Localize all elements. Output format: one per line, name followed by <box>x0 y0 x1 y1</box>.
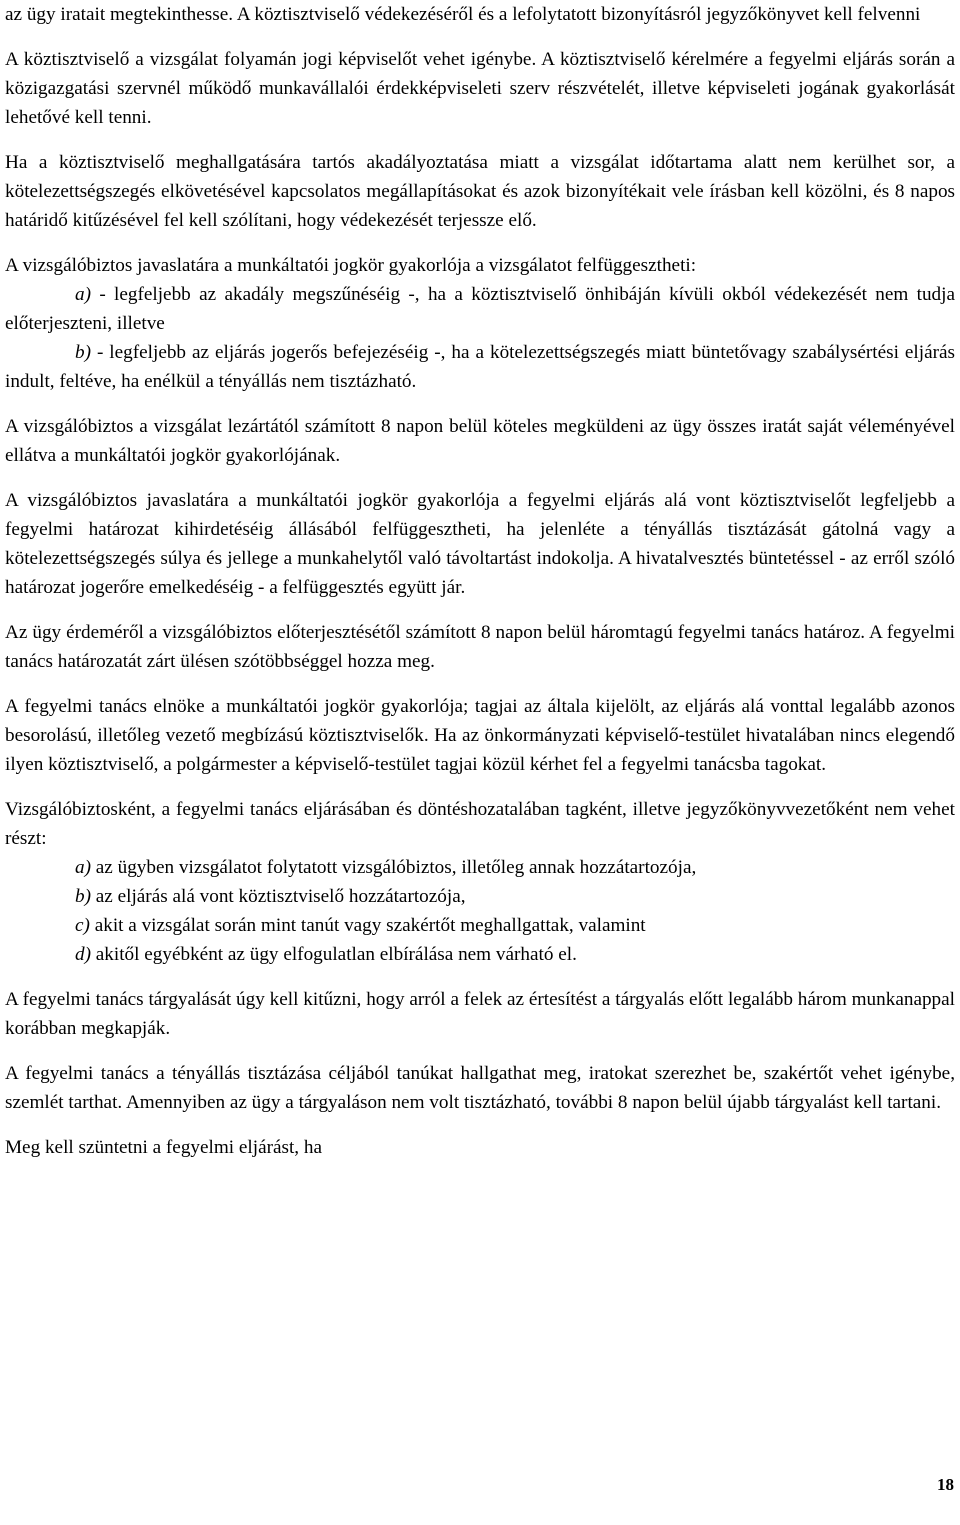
item-label: b) <box>75 342 91 363</box>
item-label: b) <box>75 886 91 907</box>
suspension-intro: A vizsgálóbiztos javaslatára a munkáltatói jogkör gyakorlója a vizsgálatot felfüggesztheti: <box>5 255 697 276</box>
exclusion-item-a <box>75 853 955 882</box>
item-text: akitől egyébként az ügy elfogulatlan elbírálása nem várható el. <box>90 944 577 965</box>
item-text: - legfeljebb az akadály megszűnéséig -, ha a köztisztviselő önhibáján kívüli okból védekezését nem tudja előterjeszteni, illetve <box>5 284 955 334</box>
paragraph-send-documents: A vizsgálóbiztos a vizsgálat lezártától számított 8 napon belül köteles megküldeni az ügy összes iratát saját véleményével ellátva a munkáltatói jogkör gyakorlójának. <box>5 416 955 466</box>
paragraph-defense-records: az ügy iratait megtekinthesse. A köztisztviselő védekezéséről és a lefolytatott bizonyításról jegyzőkönyvet kell felvenni <box>5 4 921 25</box>
paragraph-hearing-obstacle: Ha a köztisztviselő meghallgatására tartós akadályoztatása miatt a vizsgálat időtartama alatt nem kerülhet sor, a kötelezettségszegés elkövetésével kapcsolatos megállapításokat és azok bizonyítékait vele írásban kell közölni, és 8 napos határidő kitűzésével fel kell szólítani, hogy védekezését terjessze elő. <box>5 152 955 231</box>
paragraph-suspension-from-position: A vizsgálóbiztos javaslatára a munkáltatói jogkör gyakorlója a fegyelmi eljárás alá vont köztisztviselőt legfeljebb a fegyelmi határozat kihirdetéséig állásából felfüggesztheti, ha jelenléte a tényállás tisztázását gátolná vagy a kötelezettségszegés súlya és jellege a munkahelytől való távoltartást indokolja. A hivatalvesztés büntetéssel - az erről szóló határozat jogerőre emelkedéséig - a felfüggesztés együtt jár. <box>5 490 955 598</box>
paragraph-suspension-of-investigation <box>5 251 955 396</box>
item-text: - legfeljebb az eljárás jogerős befejezéséig -, ha a kötelezettségszegés miatt büntetővagy szabálysértési eljárás indult, feltéve, ha enélkül a tényállás nem tisztázható. <box>5 342 955 392</box>
exclusion-item-c <box>75 911 955 940</box>
paragraph-exclusions <box>5 795 955 969</box>
exclusion-item-b <box>75 882 955 911</box>
document-page <box>5 0 955 1162</box>
item-text: az eljárás alá vont köztisztviselő hozzátartozója, <box>90 886 466 907</box>
item-label: a) <box>75 857 91 878</box>
suspension-item-b <box>5 338 955 396</box>
paragraph-disciplinary-council: Az ügy érdeméről a vizsgálóbiztos előterjesztésétől számított 8 napon belül háromtagú fegyelmi tanács határoz. A fegyelmi tanács határozatát zárt ülésen szótöbbséggel hozza meg. <box>5 622 955 672</box>
item-text: akit a vizsgálat során mint tanút vagy szakértőt meghallgattak, valamint <box>89 915 646 936</box>
item-label: a) <box>75 284 91 305</box>
paragraph-fact-finding: A fegyelmi tanács a tényállás tisztázása céljából tanúkat hallgathat meg, iratokat szerezhet be, szakértőt vehet igénybe, szemlét tarthat. Amennyiben az ügy a tárgyaláson nem volt tisztázható, további 8 napon belül újabb tárgyalást kell tartani. <box>5 1063 955 1113</box>
exclusion-item-d <box>75 940 955 969</box>
paragraph-termination: Meg kell szüntetni a fegyelmi eljárást, ha <box>5 1137 323 1158</box>
page-number: 18 <box>937 1475 954 1494</box>
paragraph-council-members: A fegyelmi tanács elnöke a munkáltatói jogkör gyakorlója; tagjai az általa kijelölt, az eljárás alá vonttal legalább azonos besorolású, illetőleg vezető megbízású köztisztviselők. Ha az önkormányzati képviselő-testület hivatalában nincs elegendő ilyen köztisztviselő, a polgármester a képviselő-testület tagjai közül kérhet fel a fegyelmi tanácsba tagokat. <box>5 696 955 775</box>
paragraph-hearing-schedule: A fegyelmi tanács tárgyalását úgy kell kitűzni, hogy arról a felek az értesítést a tárgyalás előtt legalább három munkanappal korábban megkapják. <box>5 989 955 1039</box>
item-text: az ügyben vizsgálatot folytatott vizsgálóbiztos, illetőleg annak hozzátartozója, <box>90 857 697 878</box>
exclusions-intro: Vizsgálóbiztosként, a fegyelmi tanács eljárásában és döntéshozatalában tagként, illetve jegyzőkönyvvezetőként nem vehet részt: <box>5 799 955 849</box>
paragraph-legal-representative: A köztisztviselő a vizsgálat folyamán jogi képviselőt vehet igénybe. A köztisztviselő kérelmére a fegyelmi eljárás során a közigazgatási szervnél működő munkavállalói érdekképviseleti szerv részvételét, illetve képviseleti jogának gyakorlását lehetővé kell tenni. <box>5 49 955 128</box>
item-label: c) <box>75 915 90 936</box>
suspension-item-a <box>5 280 955 338</box>
item-label: d) <box>75 944 91 965</box>
